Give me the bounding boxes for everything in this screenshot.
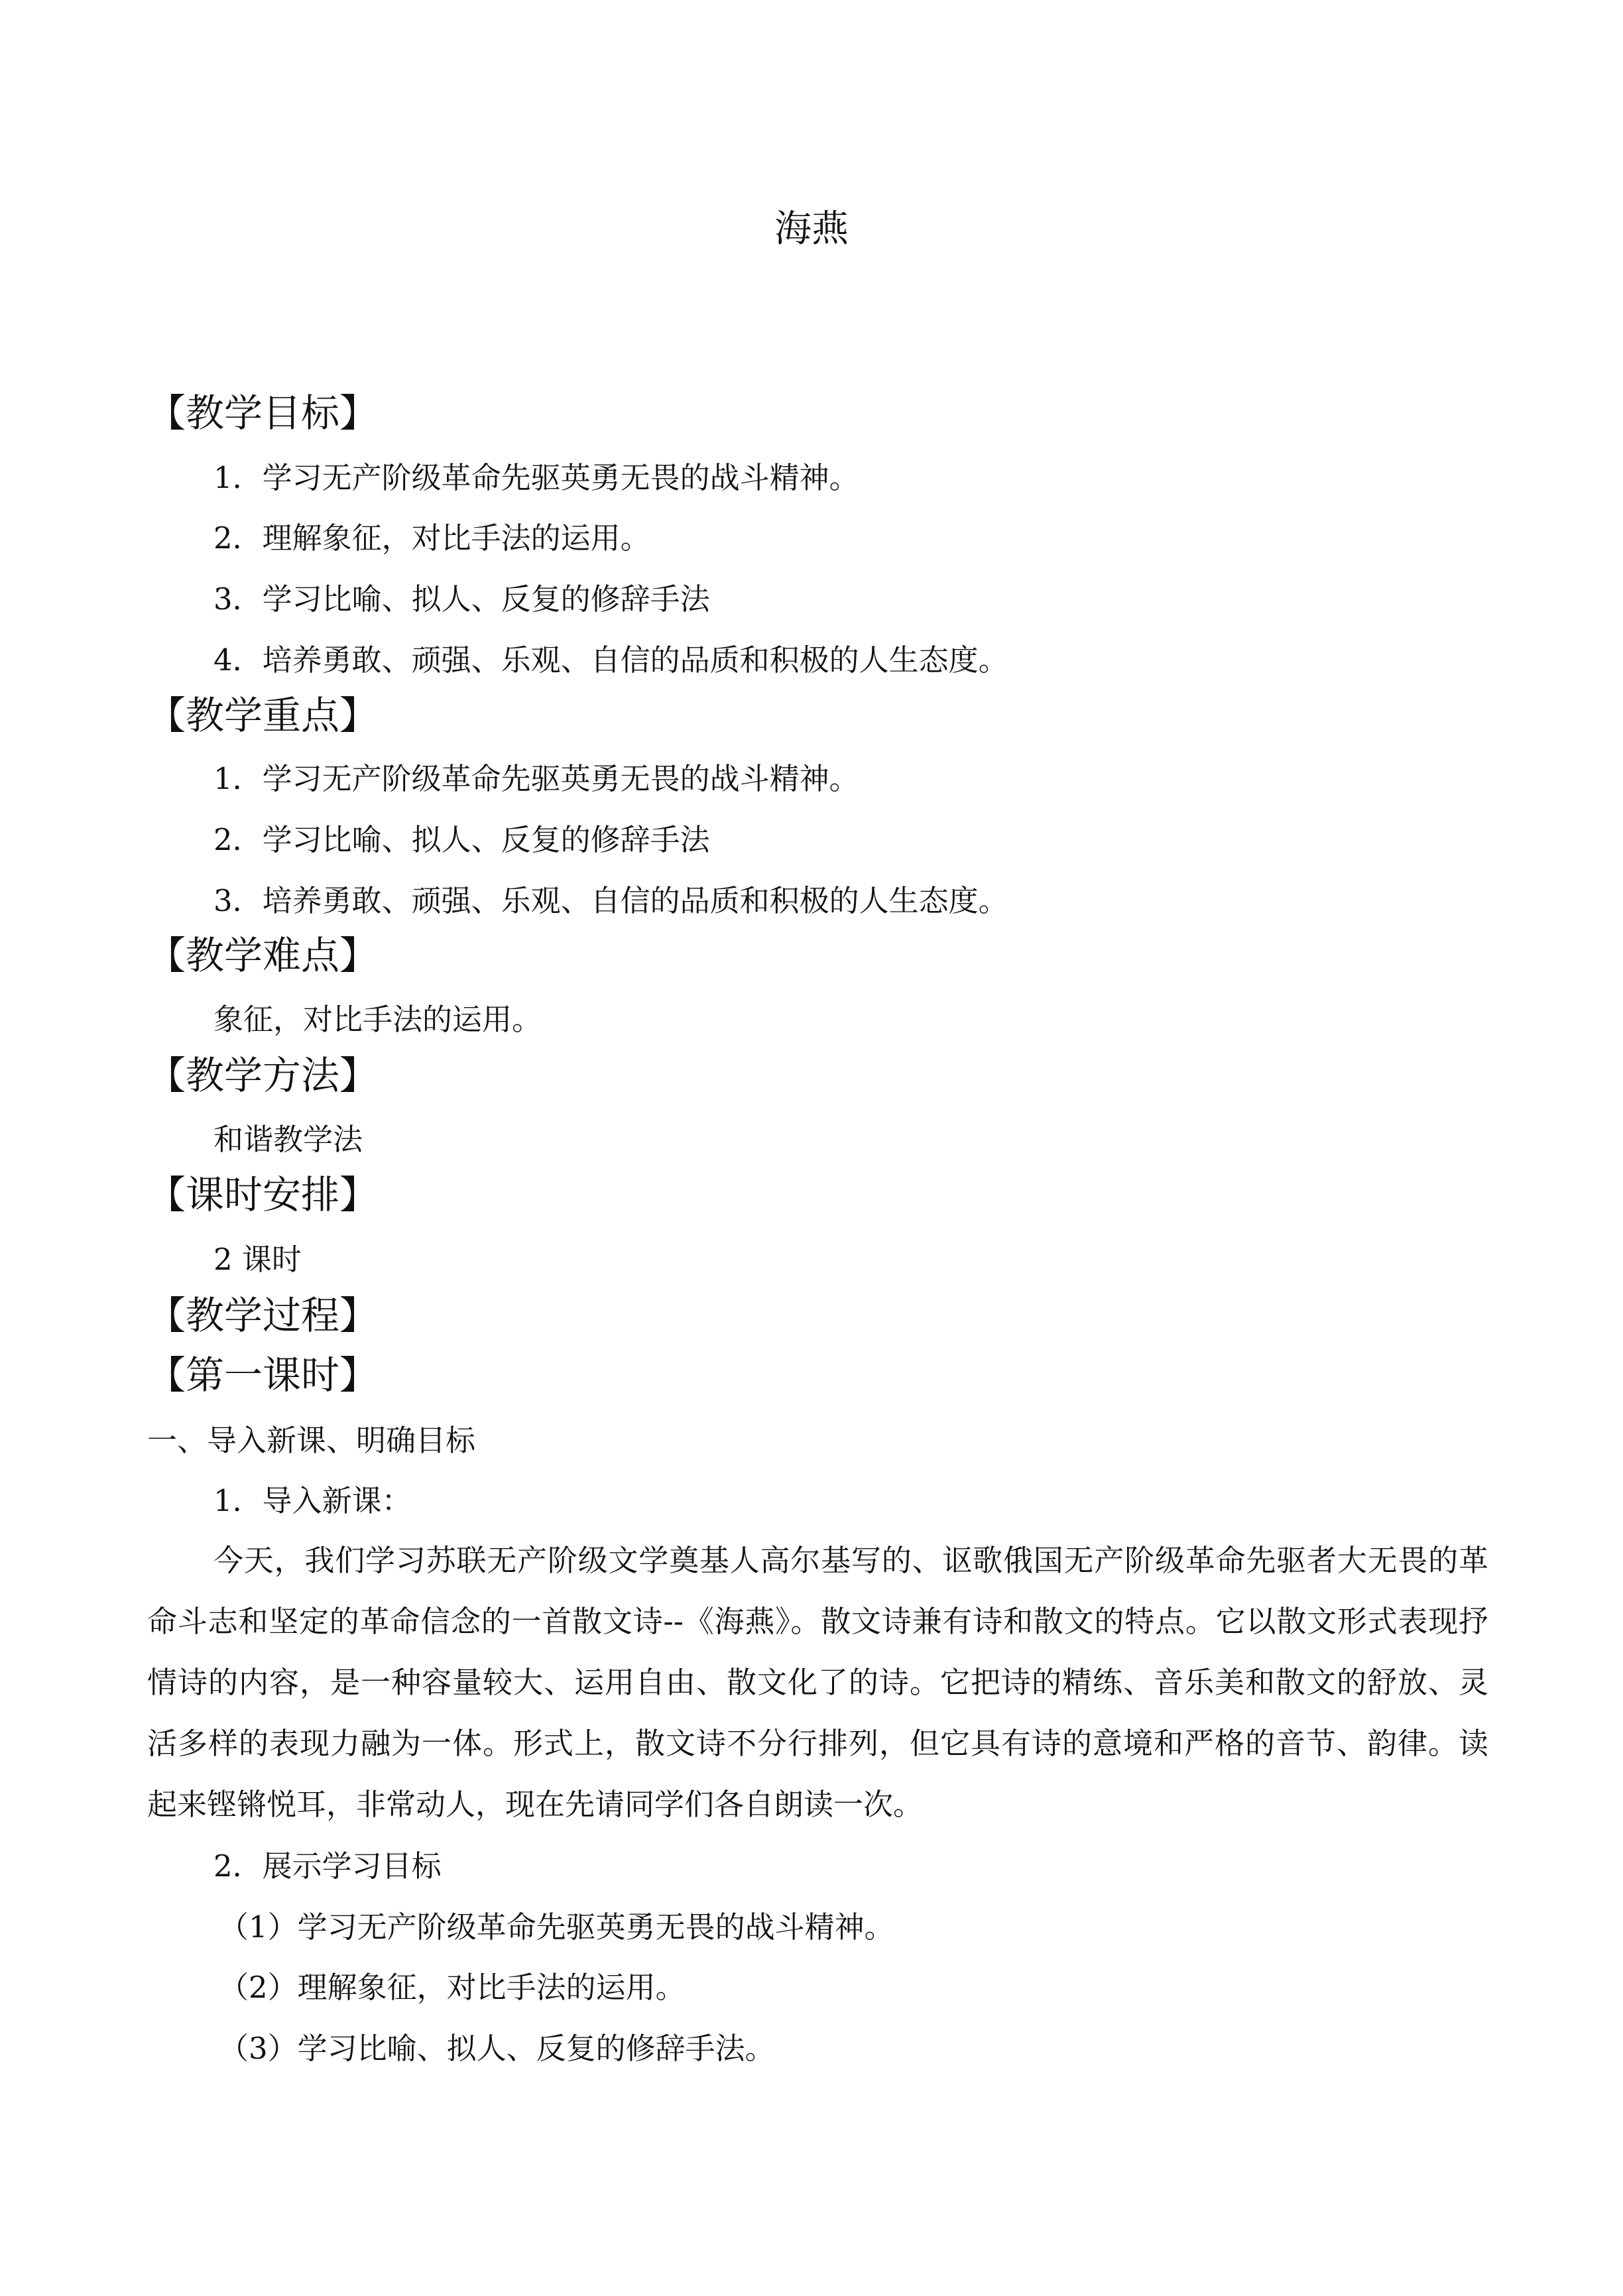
goal-item-1: （1）学习无产阶级革命先驱英勇无畏的战斗精神。 [219, 1909, 894, 1945]
goal-item-2: （2）理解象征，对比手法的运用。 [219, 1970, 686, 2005]
objective-item-1: 1．学习无产阶级革命先驱英勇无畏的战斗精神。 [213, 460, 859, 495]
goals-label: 2．展示学习目标 [213, 1848, 442, 1884]
heading-methods: 【教学方法】 [147, 1053, 379, 1098]
schedule-text: 2 课时 [213, 1242, 302, 1277]
key-point-item-2: 2．学习比喻、拟人、反复的修辞手法 [213, 822, 710, 857]
intro-label: 1．导入新课： [213, 1483, 412, 1518]
heading-objectives: 【教学目标】 [147, 391, 379, 436]
heading-key-points: 【教学重点】 [147, 693, 379, 738]
objective-item-4: 4．培养勇敢、顽强、乐观、自信的品质和积极的人生态度。 [213, 642, 1008, 678]
objective-item-3: 3．学习比喻、拟人、反复的修辞手法 [213, 581, 710, 617]
key-point-item-1: 1．学习无产阶级革命先驱英勇无畏的战斗精神。 [213, 761, 859, 796]
difficulties-text: 象征，对比手法的运用。 [213, 1002, 542, 1037]
key-point-item-3: 3．培养勇敢、顽强、乐观、自信的品质和积极的人生态度。 [213, 883, 1008, 918]
heading-process: 【教学过程】 [147, 1293, 379, 1338]
objective-item-2: 2．理解象征，对比手法的运用。 [213, 520, 650, 556]
methods-text: 和谐教学法 [213, 1122, 363, 1157]
heading-difficulties: 【教学难点】 [147, 933, 379, 978]
goal-item-3: （3）学习比喻、拟人、反复的修辞手法。 [219, 2031, 775, 2066]
heading-schedule: 【课时安排】 [147, 1172, 379, 1217]
part1-title: 一、导入新课、明确目标 [147, 1423, 476, 1458]
heading-first-lesson: 【第一课时】 [147, 1353, 379, 1398]
page-title: 海燕 [774, 208, 849, 251]
intro-paragraph: 今天，我们学习苏联无产阶级文学奠基人高尔基写的、讴歌俄国无产阶级革命先驱者大无畏的革命斗志和坚定的革命信念的一首散文诗--《海燕》。散文诗兼有诗和散文的特点。它以散文形式表现抒情诗的内容，是一种容量较大、运用自由、散文化了的诗。它把诗的精练、音乐美和散文的舒放、灵活多样的表现力融为一体。形式上，散文诗不分行排列，但它具有诗的意境和严格的音节、韵律。读起来铿锵悦耳，非常动人，现在先请同学们各自朗读一次。 [147, 1543, 1488, 1822]
